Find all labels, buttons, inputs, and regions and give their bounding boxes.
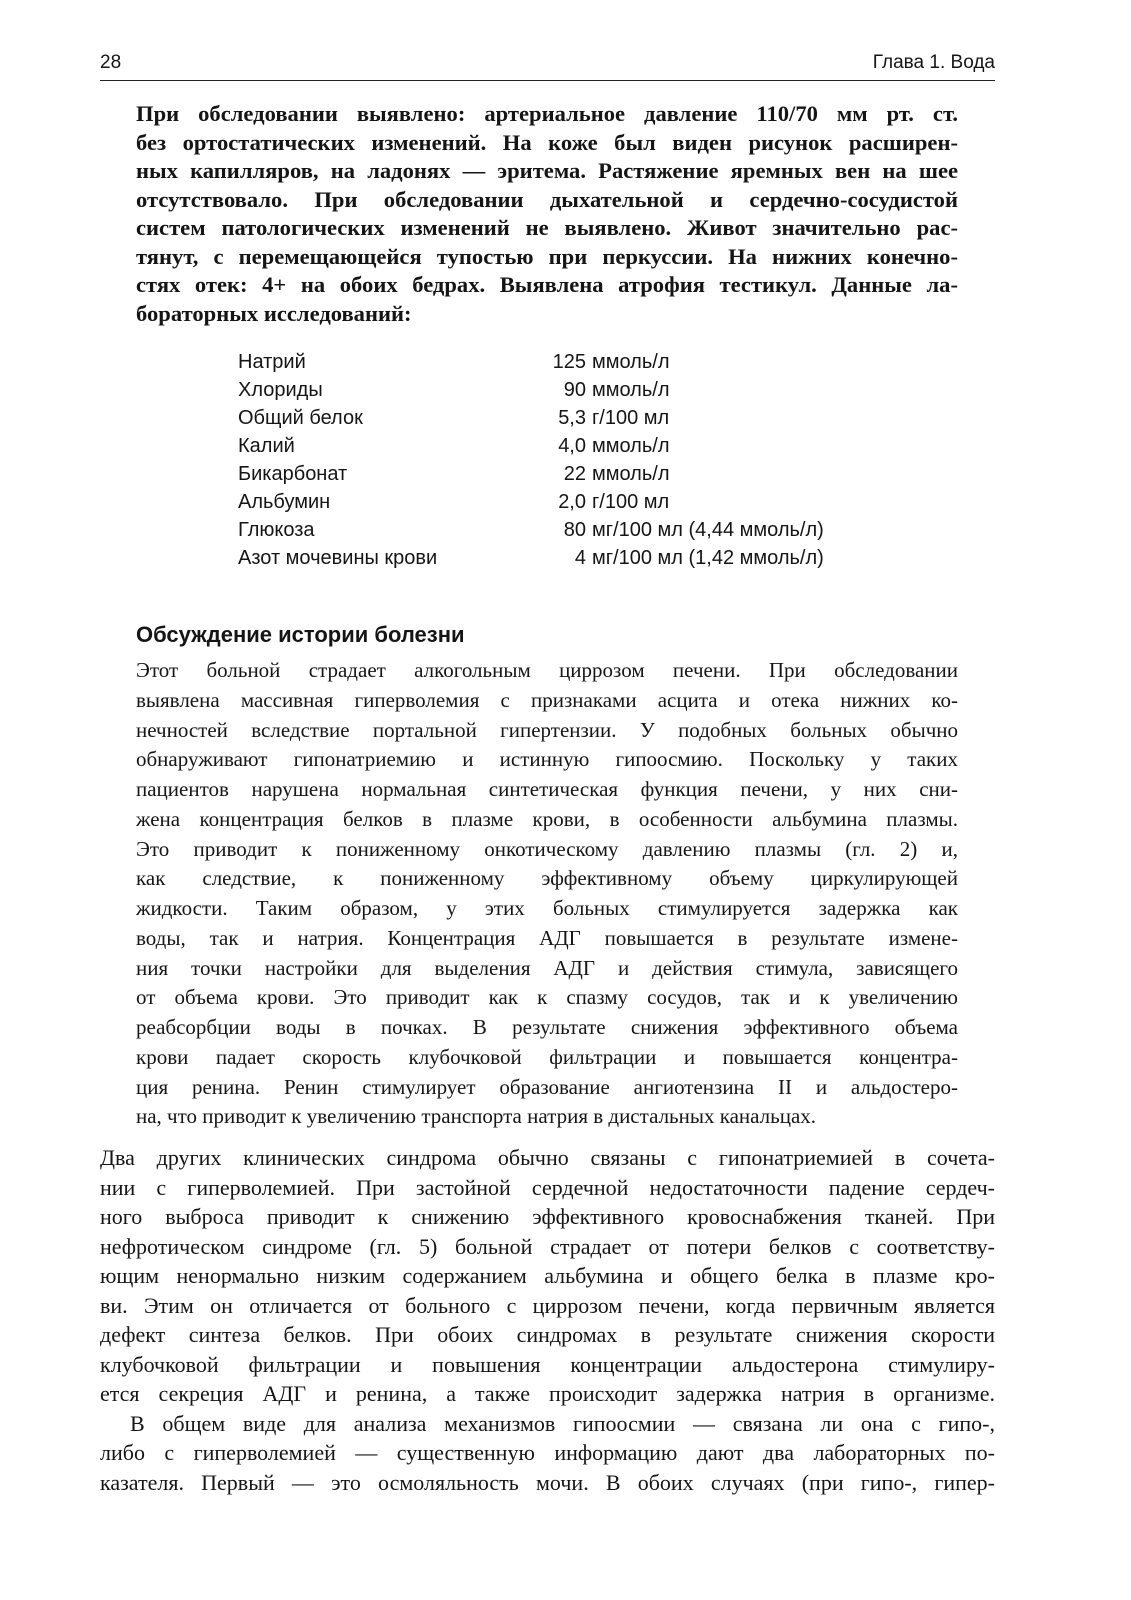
body-paragraph-1 bbox=[100, 1143, 995, 1409]
discussion-line: ния точки настройки для выделения АДГ и действия стимула, зависящего bbox=[136, 955, 958, 980]
discussion-line: от объема крови. Это приводит как к спазму сосудов, так и к увеличению bbox=[136, 985, 958, 1010]
discussion-line: обнаруживают гипонатриемию и истинную гипоосмию. Поскольку у таких bbox=[136, 747, 958, 772]
body-paragraph-2 bbox=[100, 1409, 995, 1498]
lab-unit: ммоль/л bbox=[592, 379, 670, 401]
lab-row bbox=[238, 544, 878, 572]
lab-unit: г/100 мл bbox=[592, 491, 670, 513]
discussion-line: жена концентрация белков в плазме крови, в особенности альбумина плазмы. bbox=[136, 806, 958, 831]
discussion-paragraph bbox=[136, 656, 958, 1132]
case-line: стях отек: 4+ на обоих бедрах. Выявлена атрофия тестикул. Данные ла- bbox=[136, 272, 958, 297]
lab-value: 5,3 bbox=[558, 407, 586, 429]
lab-value: 22 bbox=[563, 463, 586, 485]
case-line: без ортостатических изменений. На коже был виден рисунок расширен- bbox=[136, 129, 958, 155]
running-title: Глава 1. Вода bbox=[872, 52, 995, 73]
lab-name: Глюкоза bbox=[238, 519, 315, 541]
lab-row bbox=[238, 376, 878, 404]
lab-unit: мг/100 мл (4,44 ммоль/л) bbox=[592, 519, 824, 541]
lab-name: Хлориды bbox=[238, 379, 323, 401]
lab-value: 2,0 bbox=[558, 491, 586, 513]
lab-row bbox=[238, 404, 878, 432]
lab-value: 90 bbox=[563, 379, 586, 401]
body-line: В общем виде для анализа механизмов гипоосмии — связана ли она с гипо-, bbox=[130, 1410, 995, 1436]
lab-value: 4 bbox=[574, 547, 586, 569]
lab-value: 80 bbox=[563, 519, 586, 541]
body-text bbox=[100, 1143, 995, 1497]
lab-name: Бикарбонат bbox=[238, 463, 348, 485]
body-line: клубочковой фильтрации и повышения концентрации альдостерона стимулиру- bbox=[100, 1351, 995, 1377]
case-line: бораторных исследований: bbox=[136, 300, 412, 326]
discussion-line: реабсорбции воды в почках. В результате снижения эффективного объема bbox=[136, 1015, 958, 1039]
discussion-line: нечностей вследствие портальной гипертензии. У подобных больных обычно bbox=[136, 717, 958, 742]
lab-name: Общий белок bbox=[238, 407, 363, 429]
discussion-line: жидкости. Таким образом, у этих больных стимулируется задержка как bbox=[136, 896, 958, 920]
body-line: Два других клинических синдрома обычно связаны с гипонатриемией в сочета- bbox=[100, 1145, 995, 1170]
lab-row bbox=[238, 432, 878, 460]
body-line: дефект синтеза белков. При обоих синдромах в результате снижения скорости bbox=[100, 1322, 995, 1347]
discussion-line: воды, так и натрия. Концентрация АДГ повышается в результате измене- bbox=[136, 925, 958, 950]
lab-row bbox=[238, 488, 878, 516]
section-heading: Обсуждение истории болезни bbox=[136, 622, 465, 647]
case-line: ных капилляров, на ладонях — эритема. Растяжение яремных вен на шее bbox=[136, 158, 958, 183]
lab-unit: мг/100 мл (1,42 ммоль/л) bbox=[592, 547, 824, 569]
lab-name: Калий bbox=[238, 435, 295, 457]
discussion-line: пациентов нарушена нормальная синтетическая функция печени, у них сни- bbox=[136, 777, 958, 801]
body-line: либо с гиперволемией — существенную информацию дают два лабораторных по- bbox=[100, 1440, 995, 1465]
lab-results-table bbox=[238, 348, 878, 572]
body-line: ющим ненормально низким содержанием альбумина и общего белка в плазме кро- bbox=[100, 1263, 995, 1288]
discussion-line: как следствие, к пониженному эффективному объему циркулирующей bbox=[136, 866, 958, 891]
discussion-line: ция ренина. Ренин стимулирует образование ангиотензина II и альдостеро- bbox=[136, 1074, 958, 1099]
body-line: ется секреция АДГ и ренина, а также происходит задержка натрия в организме. bbox=[100, 1381, 995, 1406]
page-header bbox=[100, 46, 995, 81]
lab-row bbox=[238, 348, 878, 376]
lab-name: Альбумин bbox=[238, 491, 331, 513]
lab-name: Азот мочевины крови bbox=[238, 547, 438, 569]
case-line: тянут, с перемещающейся тупостью при перкуссии. На нижних конечно- bbox=[136, 243, 958, 269]
case-line: систем патологических изменений не выявлено. Живот значительно рас- bbox=[136, 215, 958, 240]
lab-unit: ммоль/л bbox=[592, 463, 670, 485]
body-line: казателя. Первый — это осмоляльность мочи. В обоих случаях (при гипо-, гипер- bbox=[100, 1469, 995, 1495]
lab-value: 125 bbox=[552, 351, 586, 373]
case-line: При обследовании выявлено: артериальное давление 110/70 мм рт. ст. bbox=[136, 101, 958, 126]
lab-unit: ммоль/л bbox=[592, 435, 670, 457]
lab-unit: ммоль/л bbox=[592, 351, 670, 373]
page-number: 28 bbox=[100, 52, 122, 73]
body-line: ного выброса приводит к снижению эффективного кровоснабжения тканей. При bbox=[100, 1204, 995, 1229]
discussion-line: Это приводит к пониженному онкотическому давлению плазмы (гл. 2) и, bbox=[136, 836, 958, 861]
lab-name: Натрий bbox=[238, 351, 306, 373]
discussion-line: крови падает скорость клубочковой фильтрации и повышается концентра- bbox=[136, 1044, 958, 1069]
lab-row bbox=[238, 516, 878, 544]
lab-value: 4,0 bbox=[558, 435, 586, 457]
discussion-line: Этот больной страдает алкогольным циррозом печени. При обследовании bbox=[136, 658, 958, 682]
case-line: отсутствовало. При обследовании дыхательной и сердечно-сосудистой bbox=[136, 186, 958, 212]
body-line: нефротическом синдроме (гл. 5) больной страдает от потери белков с соответству- bbox=[100, 1233, 995, 1259]
discussion-line: на, что приводит к увеличению транспорта натрия в дистальных канальцах. bbox=[136, 1104, 817, 1129]
body-line: ви. Этим он отличается от больного с циррозом печени, когда первичным является bbox=[100, 1292, 995, 1318]
body-line: нии с гиперволемией. При застойной сердечной недостаточности падение сердеч- bbox=[100, 1174, 995, 1200]
discussion-line: выявлена массивная гиперволемия с признаками асцита и отека нижних ко- bbox=[136, 687, 958, 712]
lab-unit: г/100 мл bbox=[592, 407, 670, 429]
lab-row bbox=[238, 460, 878, 488]
case-description bbox=[136, 100, 958, 328]
